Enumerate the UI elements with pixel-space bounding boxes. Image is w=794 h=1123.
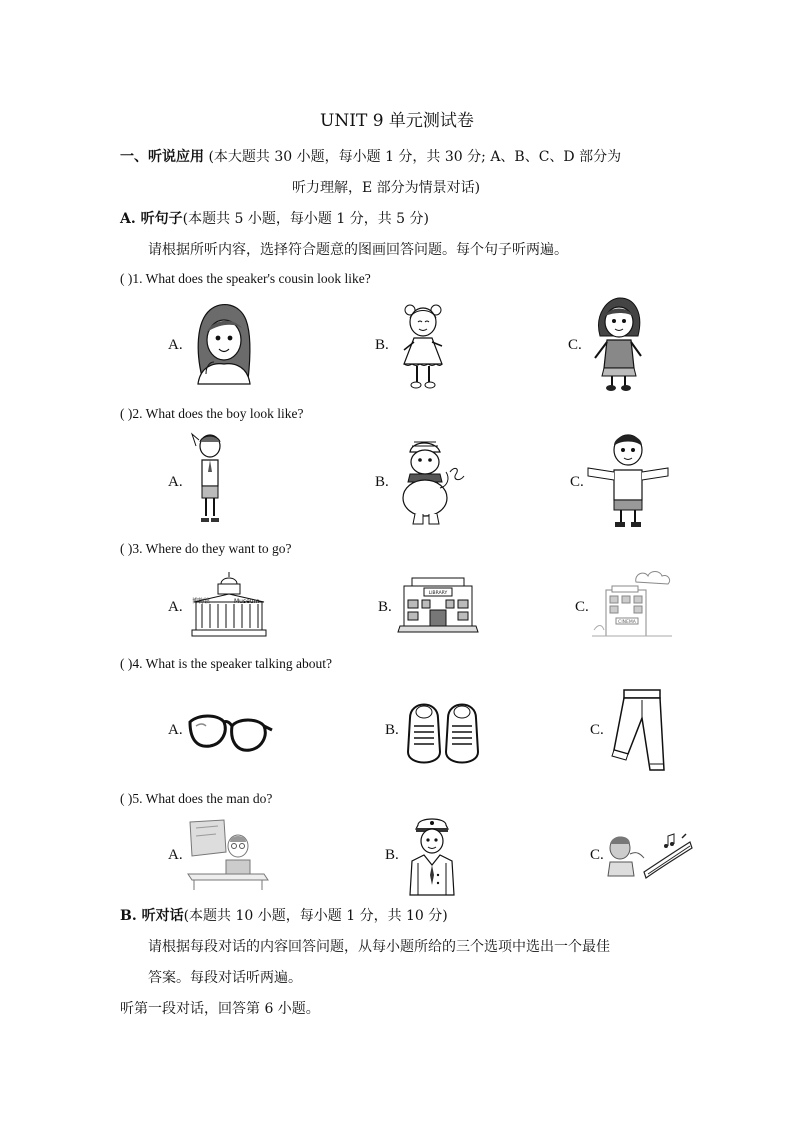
heavy-man-image — [398, 438, 466, 526]
q3-option-a-label: A. — [168, 599, 183, 615]
cinema-image — [592, 566, 672, 642]
library-image — [398, 576, 478, 634]
part-b-instruction-line2: 答案。每段对话听两遍。 — [148, 970, 302, 986]
q2-option-a-label: A. — [168, 474, 183, 490]
q2-option-b-label: B. — [375, 474, 389, 490]
teacher-image — [188, 818, 268, 892]
question-3: ( )3. Where do they want to go? — [120, 541, 292, 556]
museum-en-label: Museum — [234, 598, 260, 605]
trousers-image — [608, 688, 666, 774]
part-a-label: A. 听句子 — [120, 211, 183, 227]
boy-arms-open-image — [584, 430, 672, 530]
part-b-label: B. 听对话 — [120, 908, 184, 924]
policeman-image — [404, 815, 460, 895]
thin-boy-image — [190, 432, 230, 526]
library-sign: LIBRARY — [428, 591, 448, 596]
part-b-note: (本题共 10 小题，每小题 1 分，共 10 分) — [183, 908, 448, 924]
part-b-instruction-line1: 请根据每段对话的内容回答问题，从每小题所给的三个选项中选出一个最佳 — [148, 939, 610, 955]
q5-option-a-label: A. — [168, 847, 183, 863]
glasses-image — [188, 708, 274, 752]
q3-option-b-label: B. — [378, 599, 392, 615]
question-5: ( )5. What does the man do? — [120, 791, 273, 806]
section-heading-note: (本大题共 30 小题，每小题 1 分，共 30 分; A、B、C、D 部分为 — [208, 149, 622, 165]
question-1: ( )1. What does the speaker's cousin look like? — [120, 271, 371, 286]
singer-image — [604, 832, 694, 878]
short-hair-girl-image — [592, 296, 644, 392]
part-a-heading — [120, 208, 429, 228]
page-title: UNIT 9 单元测试卷 — [320, 111, 474, 131]
first-dialog-heading: 听第一段对话，回答第 6 小题。 — [120, 1001, 320, 1017]
q1-option-b-label: B. — [375, 337, 389, 353]
q5-option-b-label: B. — [385, 847, 399, 863]
cinema-sign: CINEMA — [618, 620, 636, 625]
q1-option-c-label: C. — [568, 337, 582, 353]
q4-option-b-label: B. — [385, 722, 399, 738]
shoes-image — [406, 698, 482, 768]
section-heading-label: 一、听说应用 — [120, 149, 204, 165]
q3-option-c-label: C. — [575, 599, 589, 615]
q2-option-c-label: C. — [570, 474, 584, 490]
section-heading — [120, 146, 621, 166]
question-4: ( )4. What is the speaker talking about? — [120, 656, 332, 671]
part-a-instruction: 请根据所听内容，选择符合题意的图画回答问题。每个句子听两遍。 — [148, 242, 568, 258]
q5-option-c-label: C. — [590, 847, 604, 863]
museum-cn-label: 博物馆 — [192, 598, 211, 605]
q4-option-c-label: C. — [590, 722, 604, 738]
section-heading-cont: 听力理解，E 部分为情景对话) — [292, 180, 481, 196]
museum-image — [190, 572, 268, 638]
question-2: ( )2. What does the boy look like? — [120, 406, 304, 421]
part-a-note: (本题共 5 小题，每小题 1 分，共 5 分) — [182, 211, 429, 227]
pigtail-girl-image — [398, 300, 450, 390]
long-hair-girl-image — [192, 302, 254, 384]
part-b-heading — [120, 905, 448, 925]
q4-option-a-label: A. — [168, 722, 183, 738]
q1-option-a-label: A. — [168, 337, 183, 353]
